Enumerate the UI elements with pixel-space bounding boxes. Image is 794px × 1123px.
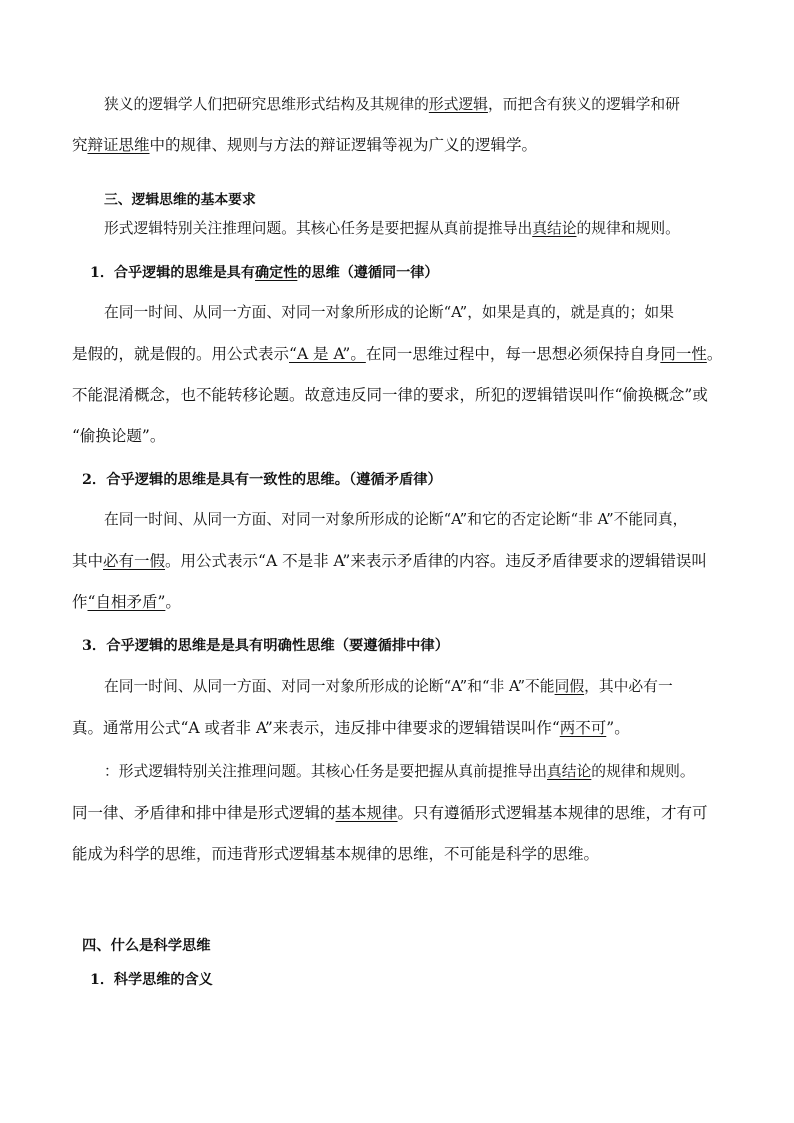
underlined-term: 必有一假 <box>103 552 166 570</box>
text: 其中 <box>72 552 104 570</box>
underlined-term: “自相矛盾” <box>87 593 166 611</box>
text: ，而把含有狭义的逻辑学和研 <box>487 96 680 113</box>
text: 。用公式表示“A 不是非 A”来表示矛盾律的内容。违反矛盾律要求的逻辑错误叫 <box>165 552 707 570</box>
subsection-2-line-3 <box>72 591 736 613</box>
underlined-term: “A 是 A”。 <box>289 345 366 363</box>
subsection-2-line-2 <box>72 550 736 572</box>
text: ，其中必有一 <box>584 678 673 695</box>
subsection-1-line-1: 在同一时间、从同一方面、对同一对象所形成的论断“A”，如果是真的，就是真的；如果 <box>104 304 674 321</box>
text: ：形式逻辑特别关注推理问题。其核心任务是要把握从真前提推导出 <box>104 763 547 780</box>
section-4-subheading-1: 1．科学思维的含义 <box>90 972 213 988</box>
section-4-heading: 四、什么是科学思维 <box>82 938 211 954</box>
section-3-intro <box>104 218 768 240</box>
underlined-term: 两不可 <box>559 719 607 737</box>
text: ”。 <box>606 719 630 737</box>
underlined-term: 真结论 <box>546 763 592 780</box>
paragraph-1-line-2 <box>72 134 736 156</box>
text: 真。通常用公式“A 或者非 A”来表示，违反排中律要求的逻辑错误叫作“ <box>72 719 560 737</box>
underlined-term: 辩证思维 <box>87 136 150 154</box>
underlined-term: 同一性 <box>660 345 707 363</box>
text: 的规律和规则。 <box>576 220 680 237</box>
paragraph-1-line-1 <box>104 94 768 116</box>
text: 狭义的逻辑学人们把研究思维形式结构及其规律的 <box>104 96 429 113</box>
subsection-3-heading: 3．合乎逻辑的思维是是具有明确性思维（要遵循排中律） <box>82 638 449 654</box>
subsection-2-heading: 2．合乎逻辑的思维是具有一致性的思维。（遵循矛盾律） <box>82 472 442 488</box>
section-3-heading: 三、逻辑思维的基本要求 <box>104 192 256 208</box>
text: 形式逻辑特别关注推理问题。其核心任务是要把握从真前提推导出 <box>104 220 533 237</box>
text: 。 <box>165 593 181 611</box>
text: 的规律和规则。 <box>591 763 695 780</box>
subsection-1-heading <box>90 262 754 284</box>
text: 中的规律、规则与方法的辩证逻辑等视为广义的逻辑学。 <box>149 136 538 154</box>
summary-line-1 <box>104 761 768 783</box>
text: 。 <box>706 345 723 363</box>
summary-line-3: 能成为科学的思维，而违背形式逻辑基本规律的思维，不可能是科学的思维。 <box>72 845 600 863</box>
text: 在同一思维过程中，每一思想必须保持自身 <box>365 345 661 363</box>
text: 作 <box>72 593 88 611</box>
subsection-3-line-1 <box>104 676 768 698</box>
text: 的思维（遵循同一律） <box>297 265 439 281</box>
text: 究 <box>72 136 88 154</box>
text: 。只有遵循形式逻辑基本规律的思维，才有可 <box>397 804 708 822</box>
subsection-3-line-2 <box>72 717 736 739</box>
text: 在同一时间、从同一方面、对同一对象所形成的论断“A”和“非 A”不能 <box>104 678 555 695</box>
underlined-term: 同假 <box>554 678 585 695</box>
underlined-term: 基本规律 <box>335 804 398 822</box>
text: 1．合乎逻辑的思维是具有 <box>90 265 256 281</box>
subsection-1-line-3: 不能混淆概念，也不能转移论题。故意违反同一律的要求，所犯的逻辑错误叫作“偷换概念”或 <box>72 386 708 404</box>
subsection-2-line-1: 在同一时间、从同一方面、对同一对象所形成的论断“A”和它的否定论断“非 A”不能同真， <box>104 511 688 528</box>
underlined-term: 形式逻辑 <box>428 96 488 113</box>
summary-line-2 <box>72 802 736 824</box>
subsection-1-line-4: “偷换论题”。 <box>72 427 166 445</box>
subsection-1-line-2 <box>72 343 736 365</box>
text: 同一律、矛盾律和排中律是形式逻辑的 <box>72 804 336 822</box>
text: 是假的，就是假的。用公式表示 <box>72 345 290 363</box>
underlined-term: 确定性 <box>255 265 298 281</box>
underlined-term: 真结论 <box>532 220 577 237</box>
